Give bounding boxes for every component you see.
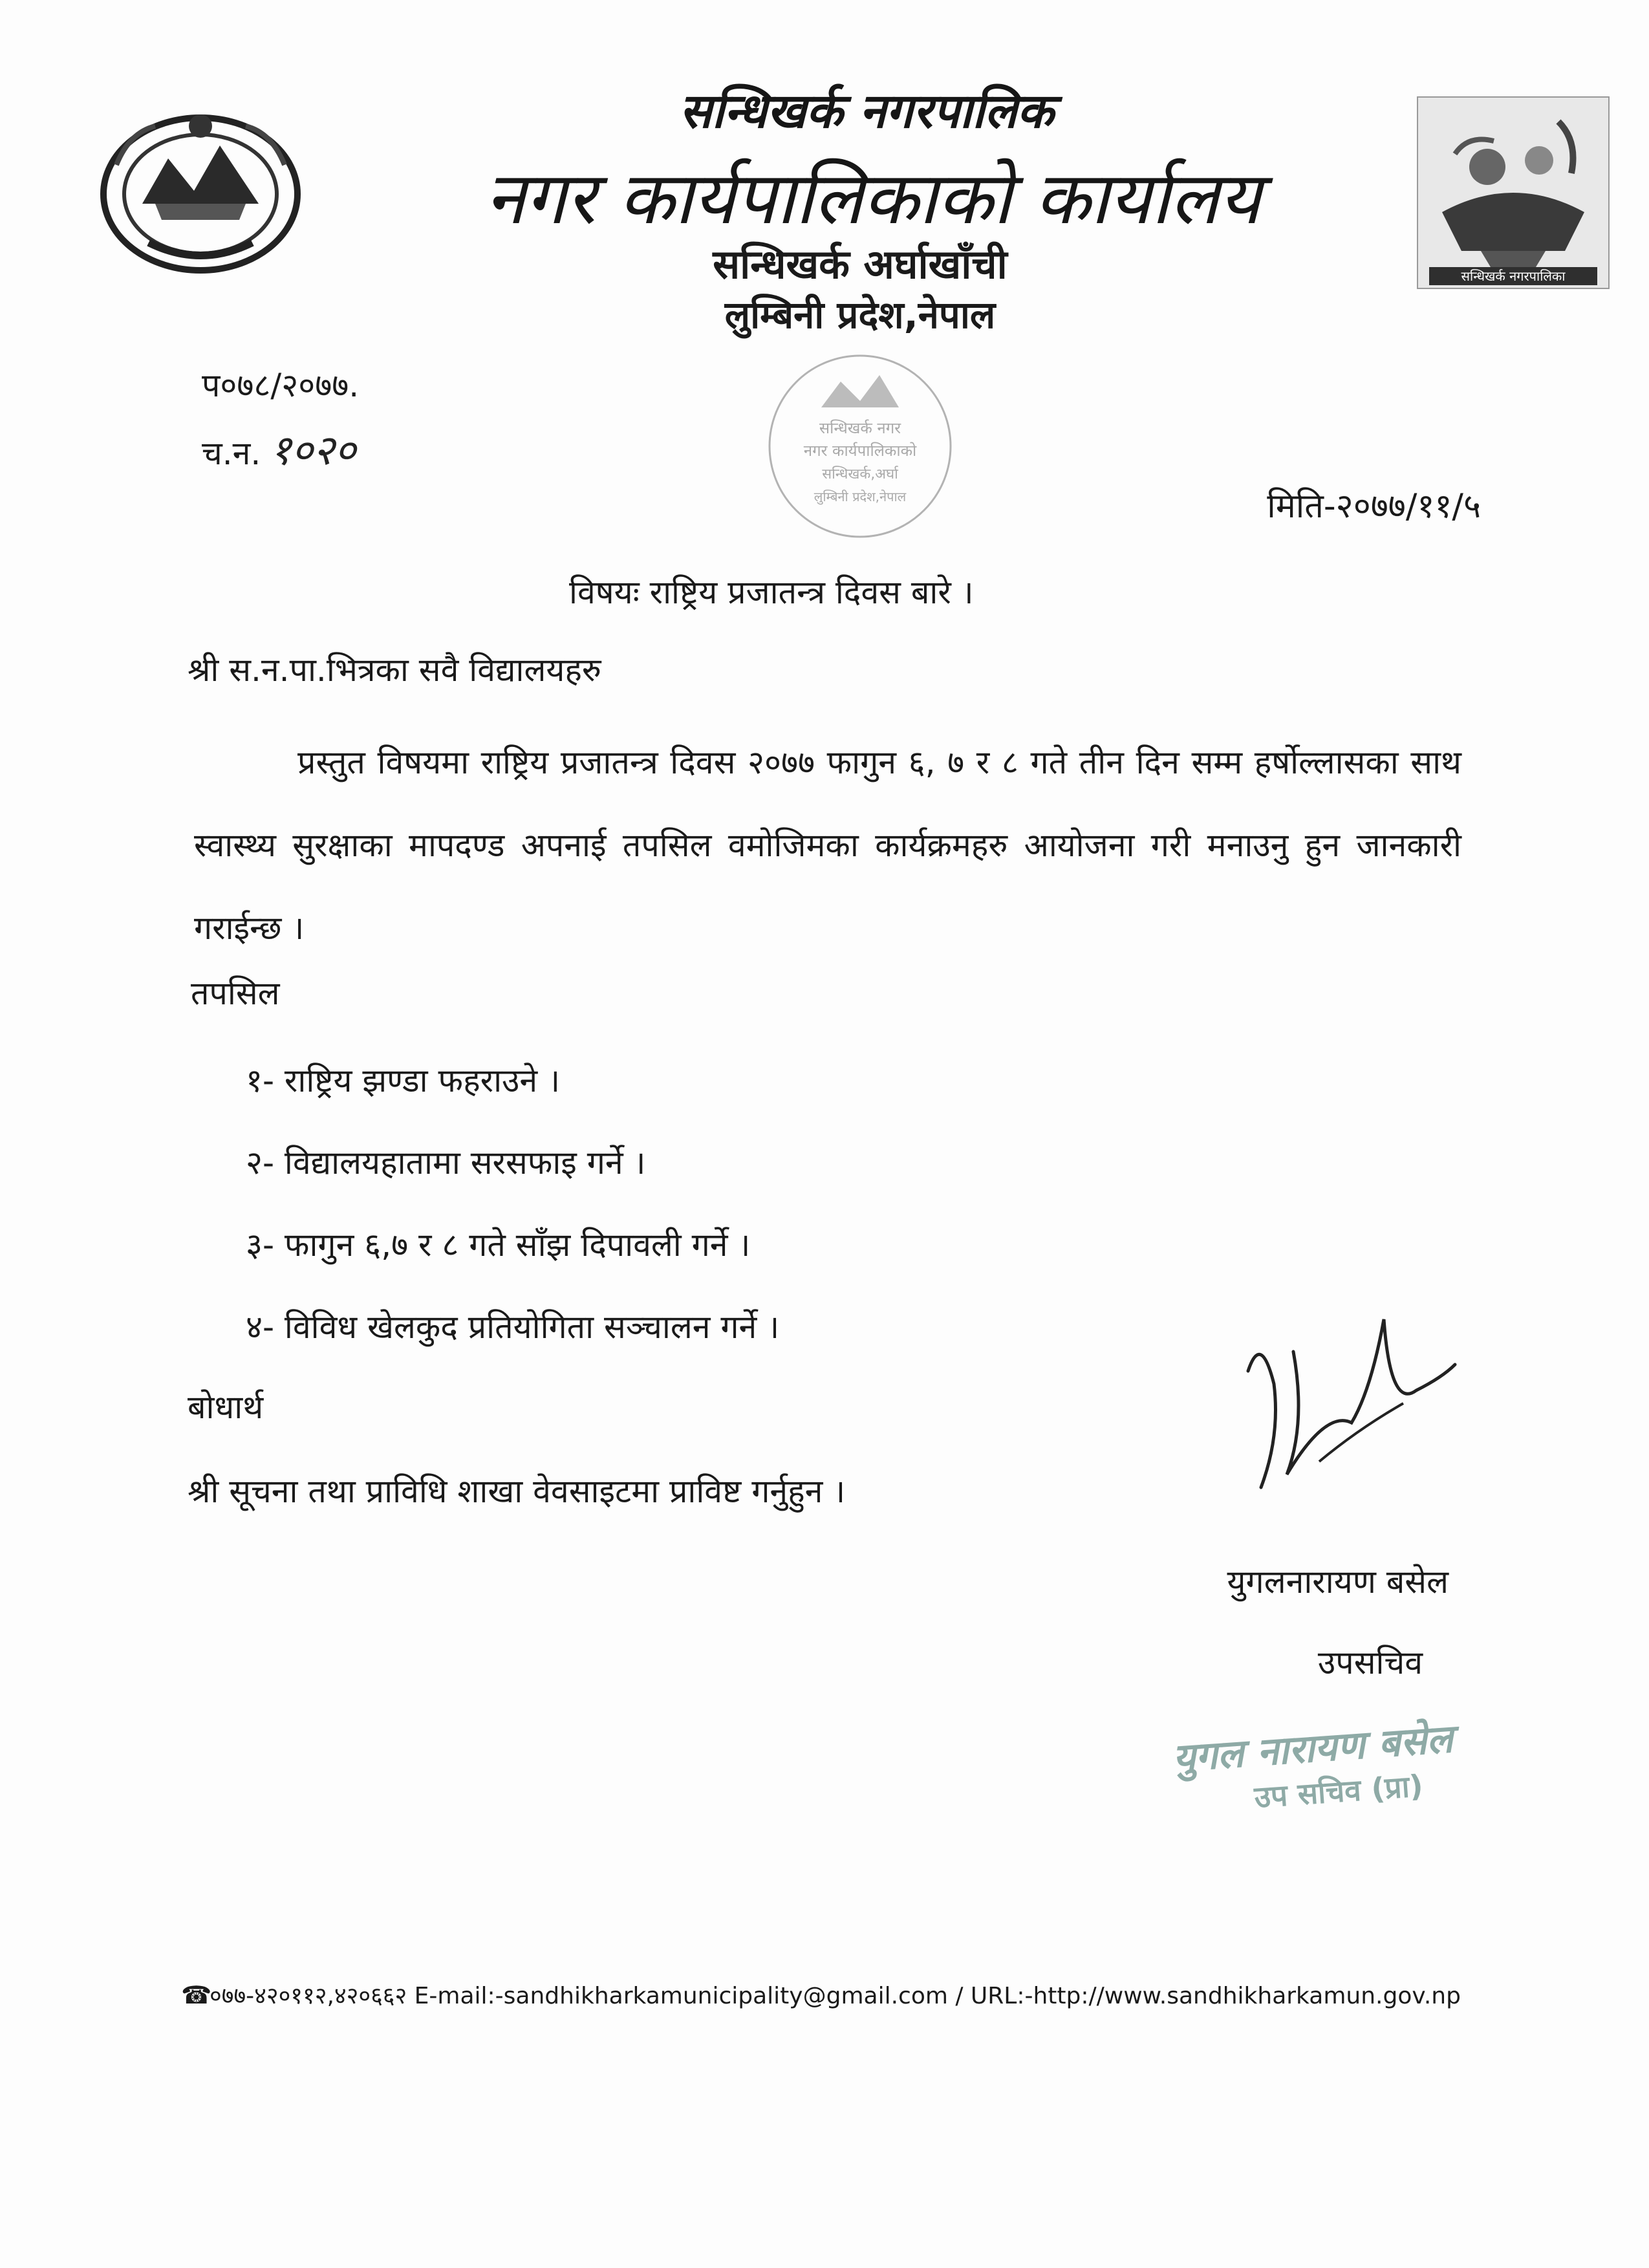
office-location: सन्धिखर्क अर्घाखाँची <box>713 241 1008 288</box>
office-province: लुम्बिनी प्रदेश,नेपाल <box>724 293 996 337</box>
municipality-logo-caption: सन्धिखर्क नगरपालिका <box>1461 268 1566 284</box>
stamp-title: उप सचिव (प्रा) <box>1253 1767 1425 1815</box>
letter-addressee: श्री स.न.पा.भित्रका सवै विद्यालयहरु <box>188 651 601 689</box>
footer-contact <box>181 1979 1474 2011</box>
footer-contact-text: ०७७-४२०११२,४२०६६२ E-mail:-sandhikharkamunicipality@gmail.com / URL:-http://www.sandhikharkamun.gov.np <box>210 1983 1461 2009</box>
signatory-title: उपसचिव <box>1317 1644 1423 1681</box>
signature-image <box>1222 1293 1461 1507</box>
letter-body <box>194 721 1461 969</box>
cc-line: श्री सूचना तथा प्राविधि शाखा वेवसाइटमा प्राविष्ट गर्नुहुन । <box>188 1473 846 1510</box>
phone-icon: ☎ <box>181 1981 212 2009</box>
municipality-logo-icon <box>1416 96 1610 290</box>
body-paragraph: प्रस्तुत विषयमा राष्ट्रिय प्रजातन्त्र दिवस २०७७ फागुन ६, ७ र ८ गते तीन दिन सम्म हर्षोल्लासका साथ स्वास्थ्य सुरक्षाका मापदण्ड अपनाई तपसिल वमोजिमका कार्यक्रमहरु आयोजना गरी मनाउनु हुन जानकारी गराईन्छ । <box>194 744 1461 947</box>
program-list <box>246 1057 779 1386</box>
seal-line-4: लुम्बिनी प्रदेश,नेपाल <box>814 489 907 504</box>
annex-title: तपसिल <box>191 975 280 1012</box>
seal-line-1: सन्धिखर्क नगर <box>819 419 901 437</box>
signatory-name: युगलनारायण बसेल <box>1227 1563 1449 1601</box>
letter-subject: विषयः राष्ट्रिय प्रजातन्त्र दिवस बारे । <box>569 574 974 611</box>
dispatch-number: १०२० <box>270 427 356 475</box>
dispatch-label: च.न. <box>202 435 261 472</box>
seal-line-2: नगर कार्यपालिकाको <box>803 442 917 460</box>
reference-number: प०७८/२०७७. <box>202 367 360 404</box>
municipality-name: सन्धिखर्क नगरपालिक <box>679 83 1054 139</box>
list-item: १- राष्ट्रिय झण्डा फहराउने । <box>246 1062 561 1099</box>
office-seal-stamp <box>763 349 957 543</box>
list-item: ४- विविध खेलकुद प्रतियोगिता सञ्चालन गर्ने । <box>246 1308 780 1346</box>
dispatch-number-row <box>202 420 356 477</box>
seal-line-3: सन्धिखर्क,अर्घा <box>822 466 898 482</box>
office-title: नगर कार्यपालिकाको कार्यालय <box>485 157 1261 241</box>
cc-title: बोधार्थ <box>188 1388 264 1426</box>
list-item: ३- फागुन ६,७ र ८ गते साँझ दिपावली गर्ने । <box>246 1226 751 1264</box>
letter-date: मिति-२०७७/११/५ <box>1267 487 1481 526</box>
stamp-name: युगल नारायण बसेल <box>1171 1716 1454 1782</box>
list-item: २- विद्यालयहातामा सरसफाइ गर्ने । <box>246 1144 646 1182</box>
nepal-emblem-icon <box>97 107 304 278</box>
